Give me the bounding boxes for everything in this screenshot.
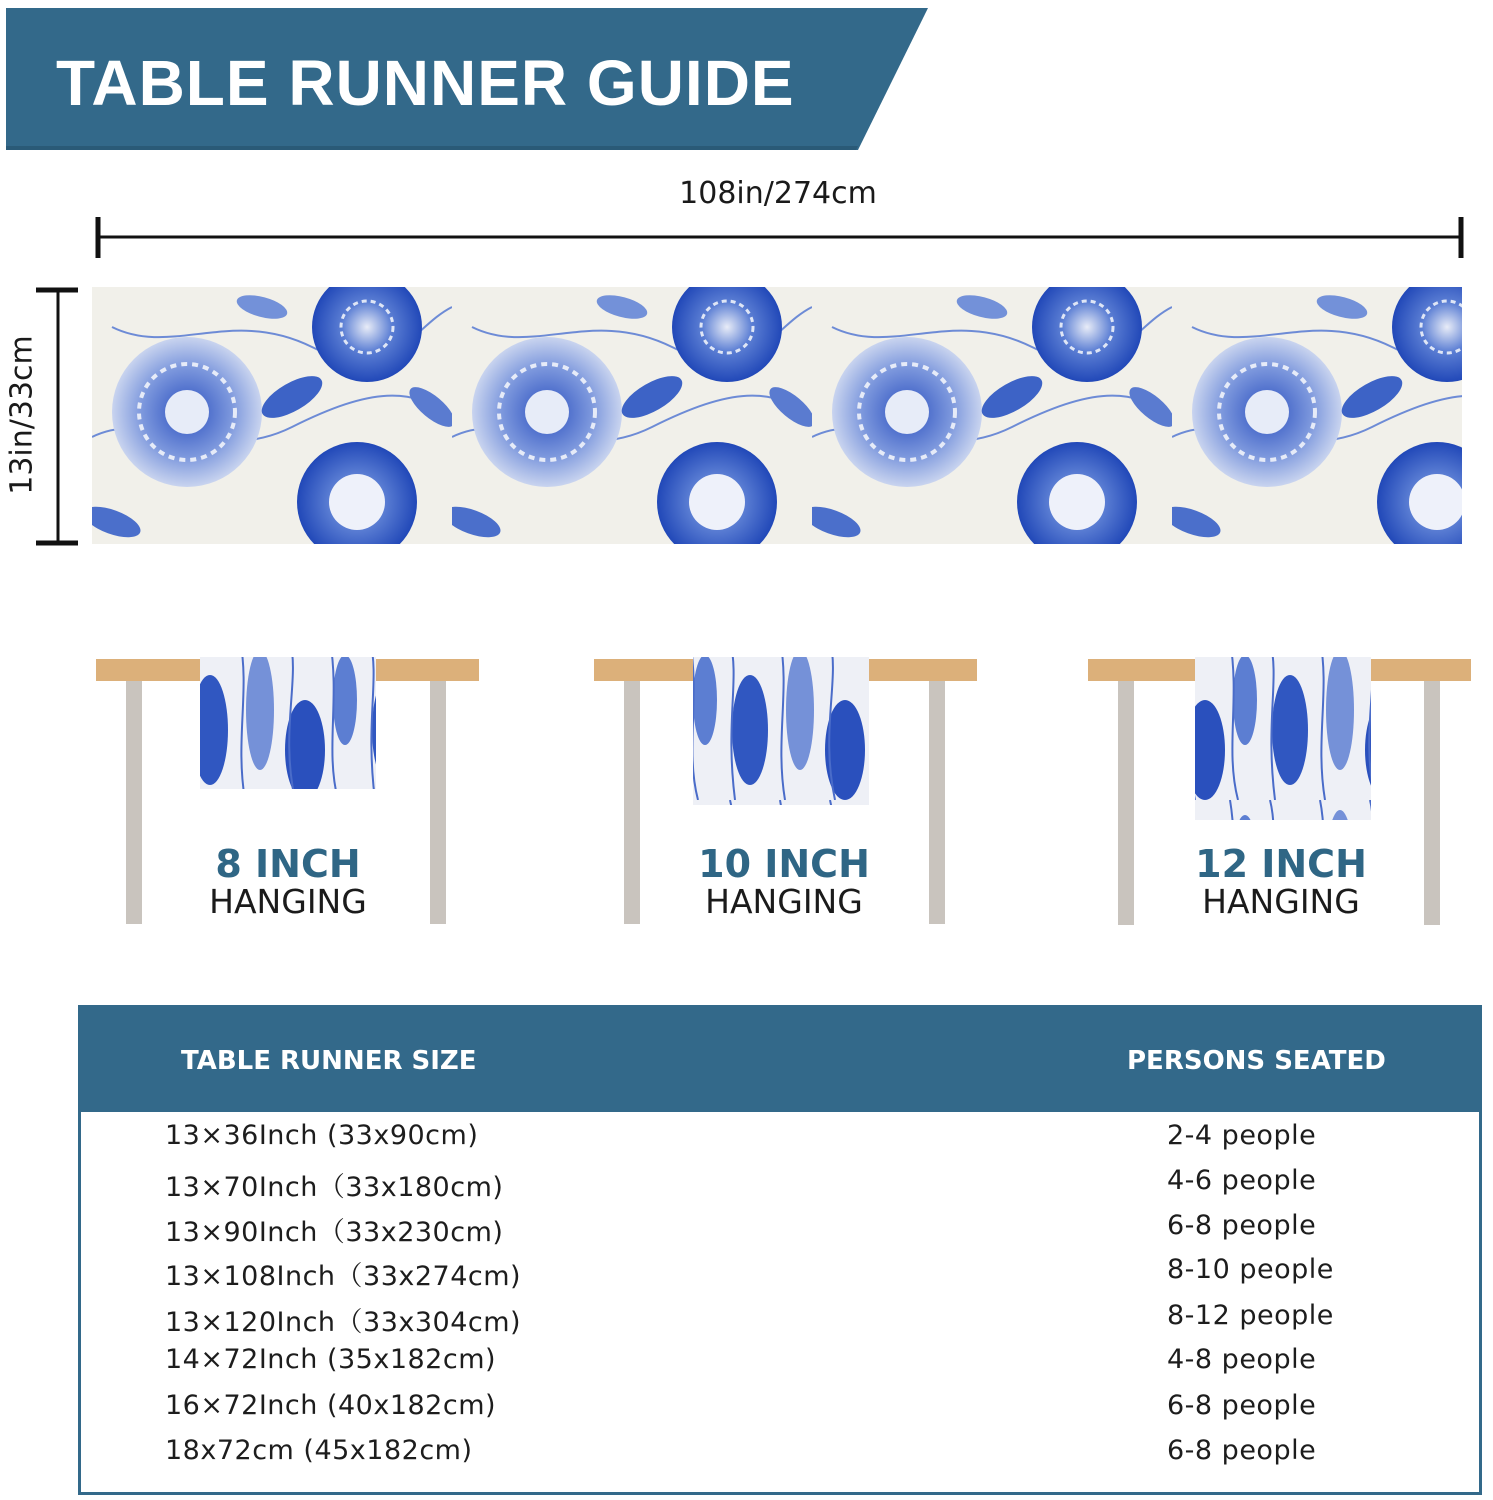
hanging-label-8: HANGING: [209, 882, 367, 921]
persons-cell: 8-10 people: [1167, 1254, 1334, 1285]
hanging-label-12: HANGING: [1202, 882, 1360, 921]
persons-cell: 2-4 people: [1167, 1120, 1317, 1151]
table-row: [81, 1254, 1479, 1298]
size-cell: 13×36Inch (33x90cm): [165, 1120, 479, 1151]
persons-cell: 6-8 people: [1167, 1210, 1317, 1241]
size-table: [78, 1005, 1482, 1495]
table-row: [81, 1165, 1479, 1209]
table-row: [81, 1210, 1479, 1254]
table-row: [81, 1120, 1479, 1164]
size-table-header: [81, 1008, 1479, 1112]
hanging-amount-8: 8 INCH: [215, 842, 361, 886]
table-row: [81, 1300, 1479, 1344]
table-row: [81, 1344, 1479, 1388]
size-cell: 18x72cm (45x182cm): [165, 1435, 473, 1466]
persons-cell: 8-12 people: [1167, 1300, 1334, 1331]
persons-cell: 6-8 people: [1167, 1435, 1317, 1466]
width-dimension-label: 108in/274cm: [679, 176, 877, 211]
hanging-amount-10: 10 INCH: [698, 842, 870, 886]
table-row: [81, 1390, 1479, 1434]
size-cell: 13×90Inch（33x230cm): [165, 1217, 504, 1248]
persons-column-header: PERSONS SEATED: [1127, 1046, 1386, 1076]
hanging-label-10: HANGING: [705, 882, 863, 921]
size-cell: 14×72Inch (35x182cm): [165, 1344, 497, 1375]
size-cell: 13×70Inch（33x180cm): [165, 1172, 504, 1203]
persons-cell: 4-8 people: [1167, 1344, 1317, 1375]
size-cell: 13×108Inch（33x274cm): [165, 1261, 522, 1292]
persons-cell: 4-6 people: [1167, 1165, 1317, 1196]
persons-cell: 6-8 people: [1167, 1390, 1317, 1421]
size-cell: 16×72Inch (40x182cm): [165, 1390, 497, 1421]
size-cell: 13×120Inch（33x304cm): [165, 1307, 522, 1338]
height-dimension-label: 13in/33cm: [4, 335, 40, 495]
page-title: TABLE RUNNER GUIDE: [56, 47, 795, 119]
size-column-header: TABLE RUNNER SIZE: [181, 1046, 477, 1076]
hanging-amount-12: 12 INCH: [1195, 842, 1367, 886]
table-row: [81, 1435, 1479, 1479]
